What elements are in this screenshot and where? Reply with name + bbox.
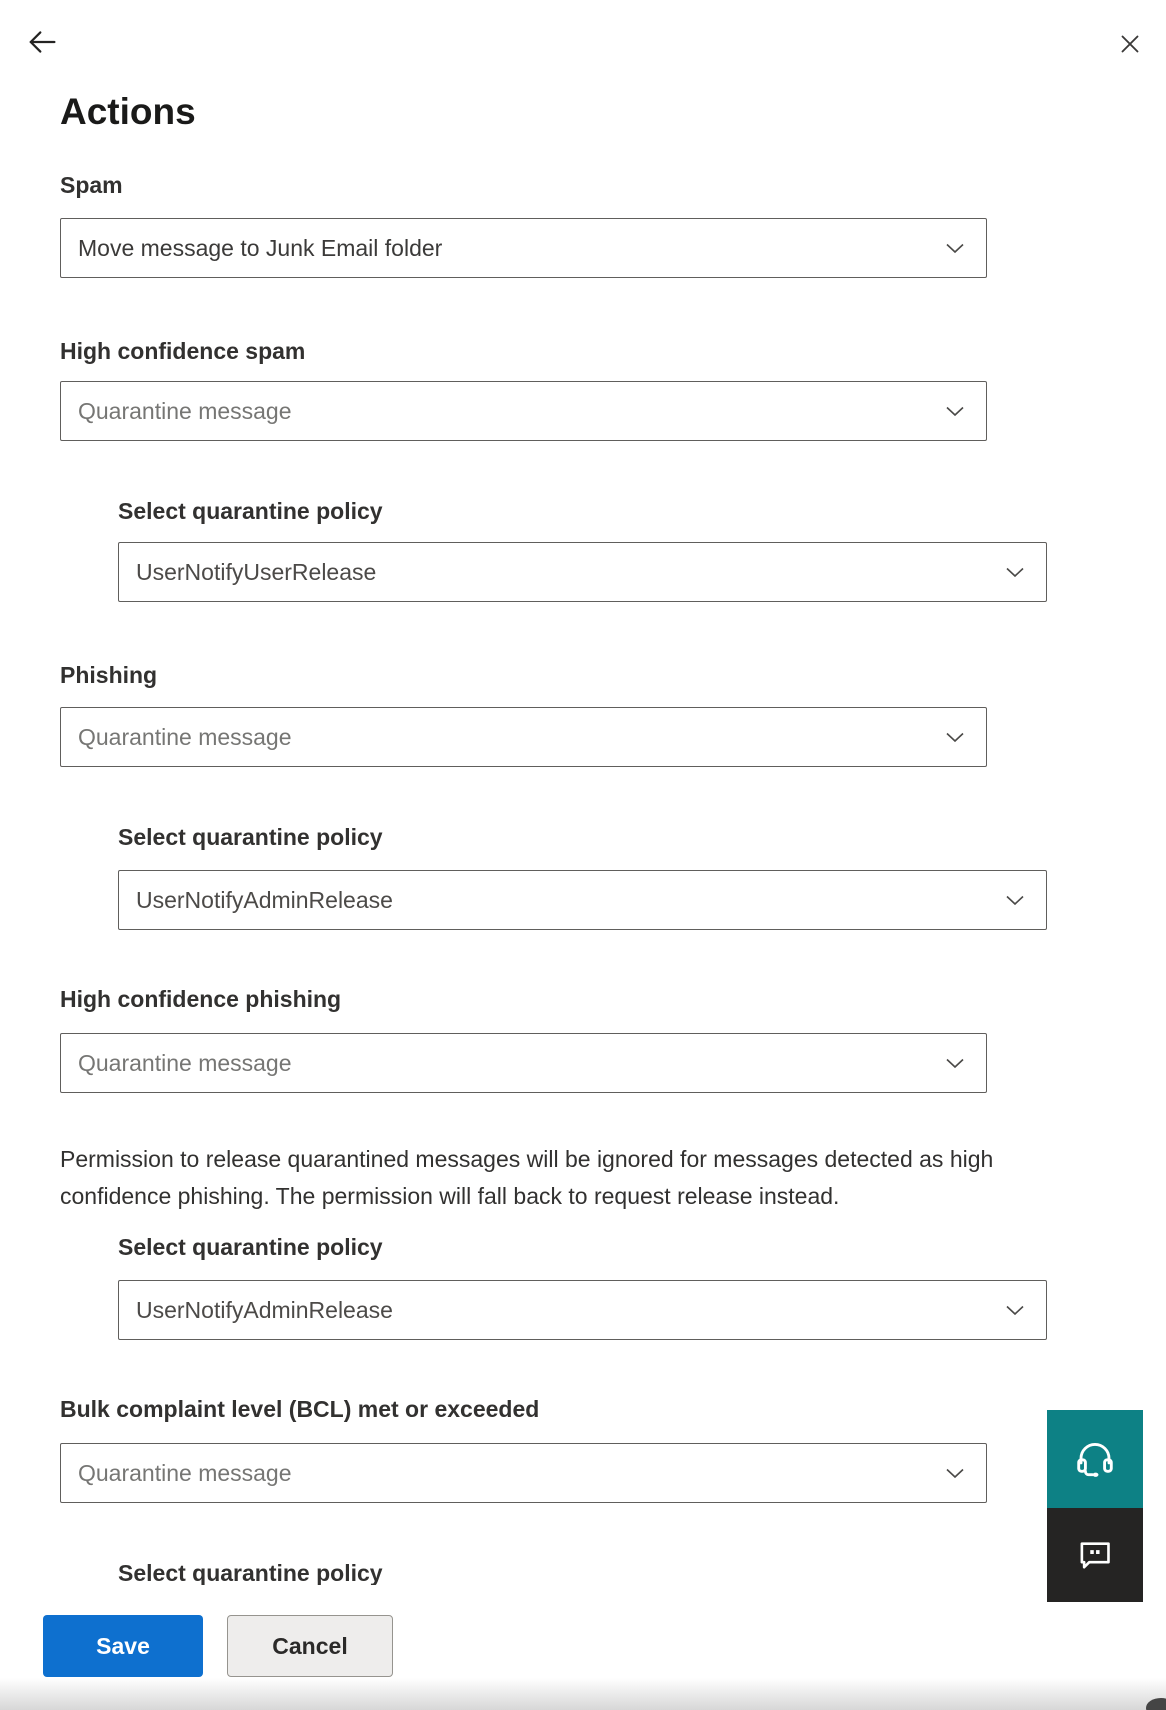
bcl-label: Bulk complaint level (BCL) met or exceeded <box>60 1396 540 1422</box>
headset-icon <box>1072 1436 1118 1482</box>
phishing-action-select[interactable] <box>60 707 987 767</box>
help-support-button[interactable] <box>1047 1410 1143 1508</box>
high-confidence-spam-action-select[interactable] <box>60 381 987 441</box>
feedback-comment-icon <box>1074 1534 1116 1576</box>
phishing-quarantine-policy-select[interactable] <box>118 870 1047 930</box>
feedback-button[interactable] <box>1047 1508 1143 1602</box>
high-confidence-phishing-label: High confidence phishing <box>60 986 342 1012</box>
spam-action-select[interactable] <box>60 218 987 278</box>
high-confidence-phishing-action-select[interactable] <box>60 1033 987 1093</box>
chevron-down-icon <box>943 236 967 260</box>
chevron-down-icon <box>943 399 967 423</box>
chevron-down-icon <box>943 725 967 749</box>
hcp-quarantine-policy-label: Select quarantine policy <box>118 1234 383 1260</box>
footer-action-bar <box>0 1585 1166 1710</box>
bcl-quarantine-policy-label: Select quarantine policy <box>118 1560 383 1585</box>
hcp-quarantine-policy-value: UserNotifyAdminRelease <box>136 1296 393 1323</box>
hcs-quarantine-policy-label: Select quarantine policy <box>118 498 383 524</box>
bcl-action-select[interactable] <box>60 1443 987 1503</box>
hcs-quarantine-policy-select[interactable] <box>118 542 1047 602</box>
chevron-down-icon <box>1003 1298 1027 1322</box>
bcl-action-value: Quarantine message <box>78 1459 292 1486</box>
high-confidence-spam-action-value: Quarantine message <box>78 397 292 424</box>
high-confidence-spam-label: High confidence spam <box>60 338 306 364</box>
page-title: Actions <box>60 91 196 132</box>
chevron-down-icon <box>1003 888 1027 912</box>
hcp-quarantine-policy-select[interactable] <box>118 1280 1047 1340</box>
cancel-button[interactable]: Cancel <box>227 1615 393 1677</box>
phishing-quarantine-policy-label: Select quarantine policy <box>118 824 383 850</box>
high-confidence-phishing-action-value: Quarantine message <box>78 1049 292 1076</box>
phishing-action-value: Quarantine message <box>78 723 292 750</box>
chevron-down-icon <box>1003 560 1027 584</box>
high-confidence-phishing-note: Permission to release quarantined messages will be ignored for messages detected as high confidence phishing. The permission will fall back to request release instead. <box>60 1146 994 1209</box>
phishing-label: Phishing <box>60 662 158 688</box>
hcs-quarantine-policy-value: UserNotifyUserRelease <box>136 558 377 585</box>
phishing-quarantine-policy-value: UserNotifyAdminRelease <box>136 886 393 913</box>
chevron-down-icon <box>943 1051 967 1075</box>
spam-action-value: Move message to Junk Email folder <box>78 234 443 261</box>
save-button[interactable]: Save <box>43 1615 203 1677</box>
chevron-down-icon <box>943 1461 967 1485</box>
spam-label: Spam <box>60 172 123 198</box>
